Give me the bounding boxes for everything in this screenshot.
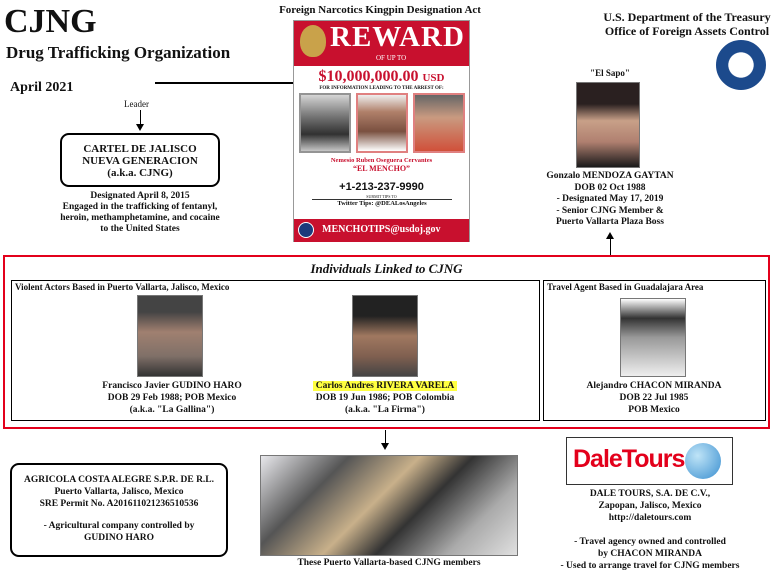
title: CJNG [4, 3, 97, 40]
sapo-line: Puerto Vallarta Plaza Boss [556, 217, 664, 227]
agricola-line: Puerto Vallarta, Jalisco, Mexico [54, 487, 184, 497]
person-dob: DOB 22 Jul 1985 [619, 393, 689, 403]
weapons-photo [260, 455, 518, 556]
currency: USD [422, 72, 445, 84]
agency-line2: Office of Foreign Assets Control [604, 24, 770, 38]
sapo-line: - Senior CJNG Member & [556, 205, 664, 216]
agricola-box [10, 463, 228, 557]
poster-photo-3 [413, 93, 465, 153]
poster-phone: +1-213-237-9990 [339, 181, 424, 193]
rivera-details [285, 380, 485, 416]
sapo-line: - Designated May 17, 2019 [556, 194, 664, 204]
chacon-photo [620, 298, 686, 377]
dale-line: http://daletours.com [608, 513, 692, 523]
act-label: Foreign Narcotics Kingpin Designation Act [279, 4, 481, 16]
sapo-alias: "El Sapo" [590, 68, 630, 78]
reward-heading: REWARD [330, 21, 465, 53]
poster-name: Nemesio Ruben Oseguera Cervantes [330, 157, 433, 164]
leader-label: Leader [124, 99, 149, 109]
agency [596, 10, 778, 38]
poster-photo-1 [299, 93, 351, 153]
gudino-photo [137, 295, 203, 377]
rivera-photo [352, 295, 418, 377]
sapo-line: Gonzalo MENDOZA GAYTAN [546, 171, 674, 181]
dale-note: - Travel agency owned and controlled [574, 537, 726, 547]
poster-twitter: Twitter Tips: @DEALosAngeles [312, 199, 452, 207]
dale-note: - Used to arrange travel for CJNG members [560, 561, 740, 571]
violent-actors-box [11, 280, 540, 421]
weapons-caption: These Puerto Vallarta-based CJNG members [297, 558, 481, 568]
detail: to the United States [100, 224, 180, 234]
sapo-details [530, 171, 690, 229]
detail: Designated April 8, 2015 [90, 191, 190, 201]
person-aka: (a.k.a. "La Gallina") [129, 405, 215, 415]
dale-line: DALE TOURS, S.A. DE C.V., [589, 489, 711, 499]
sapo-photo [576, 82, 640, 168]
doj-seal-icon [298, 222, 314, 238]
sapo-line: DOB 02 Oct 1988 [574, 182, 646, 193]
daletours-logo [566, 437, 733, 485]
detail: heroin, methamphetamine, and cocaine [60, 213, 220, 223]
reward-poster [293, 20, 470, 242]
dea-badge-icon [300, 25, 326, 57]
person-aka: (a.k.a. "La Firma") [345, 405, 425, 415]
reward-amount: $10,000,000.00 [318, 68, 419, 85]
agency-line1: U.S. Department of the Treasury [603, 10, 771, 24]
linked-title: Individuals Linked to CJNG [310, 261, 463, 276]
agricola-note: GUDINO HARO [84, 533, 154, 543]
subtitle: Drug Trafficking Organization [6, 43, 231, 62]
dale-line: Zapopan, Jalisco, Mexico [598, 501, 702, 511]
daletours-details [550, 488, 750, 572]
group1-title: Violent Actors Based in Puerto Vallarta, Jalisco, Mexico [15, 282, 230, 292]
person-name: Alejandro CHACON MIRANDA [586, 381, 722, 391]
agricola-line: SRE Permit No. A201611021236510536 [39, 499, 199, 509]
poster-submit: SUBMIT TIPS TO [366, 194, 397, 199]
treasury-seal-icon [716, 40, 766, 90]
group2-title: Travel Agent Based in Guadalajara Area [547, 282, 704, 292]
cjng-box [60, 133, 220, 187]
person-pob: POB Mexico [628, 405, 680, 415]
poster-info: FOR INFORMATION LEADING TO THE ARREST OF: [319, 86, 444, 91]
linked-individuals-box [3, 255, 770, 429]
cjng-name: CARTEL DE JALISCO [83, 143, 197, 155]
person-name-highlighted: Carlos Andres RIVERA VARELA [313, 381, 458, 391]
cjng-name: NUEVA GENERACION [82, 155, 198, 167]
travel-agent-box [543, 280, 766, 421]
poster-photo-2 [356, 93, 408, 153]
agricola-line: AGRICOLA COSTA ALEGRE S.P.R. DE R.L. [23, 475, 215, 485]
person-name: Francisco Javier GUDINO HARO [102, 381, 242, 391]
cjng-aka: (a.k.a. CJNG) [107, 167, 173, 179]
date: April 2021 [10, 80, 74, 95]
detail: Engaged in the trafficking of fentanyl, [62, 202, 218, 212]
gudino-details [72, 380, 272, 416]
poster-alias: “EL MENCHO” [352, 164, 411, 173]
person-dob: DOB 19 Jun 1986; POB Colombia [315, 393, 455, 403]
chacon-details [554, 380, 754, 416]
of-up-to: OF UP TO [376, 54, 407, 62]
daletours-logo-text: DaleTours [573, 445, 685, 473]
poster-email: MENCHOTIPS@usdoj.gov [322, 224, 441, 235]
dale-note: by CHACON MIRANDA [598, 549, 702, 559]
globe-icon [685, 443, 721, 479]
agricola-note: - Agricultural company controlled by [43, 521, 195, 531]
cjng-details [20, 191, 260, 235]
person-dob: DOB 29 Feb 1988; POB Mexico [107, 393, 237, 403]
